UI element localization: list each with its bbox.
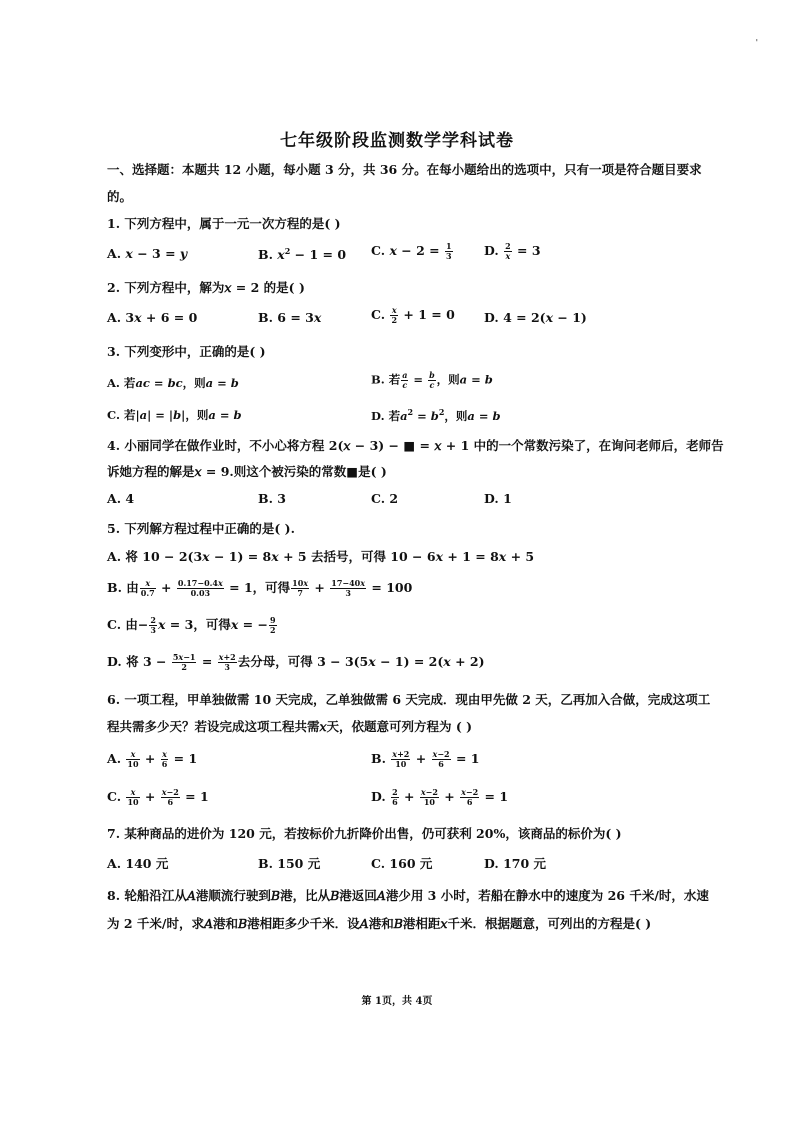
question-8-line2: 为 2 千米/时，求𝐴港和𝐵港相距多少千米．设𝐴港和𝐵港相距𝑥千米．根据题意，可列出的方程是( )	[107, 916, 652, 931]
question-6-line2: 程共需多少天？若设完成这项工程共需𝑥天，依题意可列方程为 ( )	[107, 719, 473, 734]
section-instructions-line2: 的。	[107, 189, 133, 204]
question-1-stem: 1. 下列方程中，属于一元一次方程的是( )	[107, 216, 341, 231]
q3-option-d: D. 若$a^2 = b^2$，则a = b	[371, 407, 501, 423]
q5-option-a: A. 将 10 − 2(3x − 1) = 8x + 5 去括号，可得 10 − 6x + 1 = 8x + 5	[107, 549, 535, 564]
q6-option-d: D. $\frac{2}{6}$ + $\frac{x-2}{10}$ + $\frac{x-2}{6}$ = 1	[371, 787, 509, 807]
q5-option-c: C. 由− $\frac{2}{3}$ x = 3，可得x = − $\frac{9}{2}$	[107, 615, 276, 635]
q1-option-b: B. $x^2 - 1 = 0$	[258, 246, 347, 263]
q7-option-d: D. 170 元	[484, 856, 547, 871]
q3-option-b: B. 若 $\frac{a}{c}$ = $\frac{b}{c}$ ，则a = b	[371, 370, 493, 390]
question-4-line2: 诉她方程的解是𝑥 = 9.则这个被污染的常数■是( )	[107, 464, 387, 479]
corner-mark: '	[755, 38, 758, 47]
q3-option-c: C. 若|a| = |b|，则a = b	[107, 408, 242, 422]
q3-option-a: A. 若ac = bc，则a = b	[107, 376, 239, 390]
q2-option-d: D. 4 = 2(x − 1)	[484, 310, 587, 325]
question-4-line1: 4. 小丽同学在做作业时，不小心将方程 2(𝑥 − 3) − ■ = 𝑥 + 1 中的一个常数污染了，在询问老师后，老师告	[107, 438, 724, 453]
question-5-stem: 5. 下列解方程过程中正确的是( ).	[107, 521, 295, 536]
q4-option-a: A. 4	[107, 491, 135, 506]
q4-option-b: B. 3	[258, 491, 286, 506]
q5-option-b: B. 由 $\frac{x}{0.7}$ + $\frac{0.17-0.4x}{0.03}$ = 1，可得 $\frac{10x}{7}$ + $\frac{17-40x}{3}$ = 100	[107, 578, 413, 598]
q1-option-a: A. x − 3 = y	[107, 246, 188, 261]
question-6-line1: 6. 一项工程，甲单独做需 10 天完成，乙单独做需 6 天完成．现由甲先做 2 天，乙再加入合做，完成这项工	[107, 692, 711, 707]
q2-option-c: C. $\frac{x}{2}$ + 1 = 0	[371, 305, 455, 325]
question-2-stem: 2. 下列方程中，解为𝑥 = 2 的是( )	[107, 280, 305, 295]
question-8-line1: 8. 轮船沿江从𝐴港顺流行驶到𝐵港，比从𝐵港返回𝐴港少用 3 小时，若船在静水中的速度为 26 千米/时，水速	[107, 888, 709, 903]
page-title: 七年级阶段监测数学学科试卷	[280, 131, 514, 151]
q4-option-d: D. 1	[484, 491, 512, 506]
q1-option-c: C. x − 2 = $\frac{1}{3}$	[371, 241, 452, 261]
q6-option-a: A. $\frac{x}{10}$ + $\frac{x}{6}$ = 1	[107, 749, 198, 769]
q4-option-c: C. 2	[371, 491, 399, 506]
q7-option-a: A. 140 元	[107, 856, 169, 871]
q6-option-b: B. $\frac{x+2}{10}$ + $\frac{x-2}{6}$ = 1	[371, 749, 480, 769]
q2-option-b: B. 6 = 3x	[258, 310, 322, 325]
q7-option-c: C. 160 元	[371, 856, 433, 871]
q2-option-a: A. 3x + 6 = 0	[107, 310, 198, 325]
section-instructions-line1: 一、选择题：本题共 12 小题，每小题 3 分，共 36 分。在每小题给出的选项中，只有一项是符合题目要求	[107, 162, 702, 177]
question-3-stem: 3. 下列变形中，正确的是( )	[107, 344, 266, 359]
q5-option-d: D. 将 3 − $\frac{5x-1}{2}$ = $\frac{x+2}{3}$ 去分母，可得 3 − 3(5x − 1) = 2(x + 2)	[107, 652, 485, 672]
q1-option-d: D. $\frac{2}{x}$ = 3	[484, 241, 541, 261]
q7-option-b: B. 150 元	[258, 856, 321, 871]
q6-option-c: C. $\frac{x}{10}$ + $\frac{x-2}{6}$ = 1	[107, 787, 209, 807]
question-7-stem: 7. 某种商品的进价为 120 元，若按标价九折降价出售，仍可获利 20%，该商品的标价为( )	[107, 826, 622, 841]
page-footer: 第 1页，共 4页	[361, 996, 433, 1007]
